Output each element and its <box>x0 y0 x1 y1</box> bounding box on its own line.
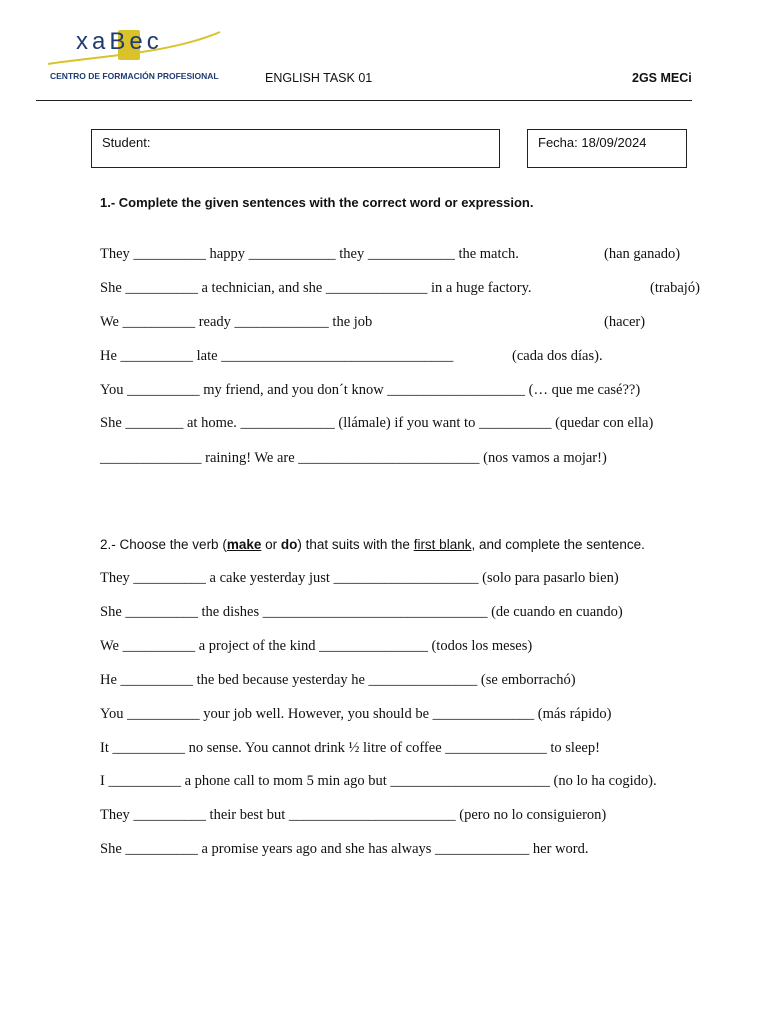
student-label: Student: <box>102 135 151 150</box>
logo-wordmark: xaBec <box>76 28 163 55</box>
s1-sentence-4: He __________ late ________________________________ <box>100 348 454 364</box>
s2-sentence-6: It __________ no sense. You cannot drink ½ litre of coffee ______________ to sleep! <box>100 740 600 756</box>
section2-title-prefix: 2.- Choose the verb ( <box>100 537 227 552</box>
s1-hint-2: (trabajó) <box>650 280 700 296</box>
s2-sentence-7: I __________ a phone call to mom 5 min ago but ______________________ (no lo ha cogido). <box>100 773 657 789</box>
header-divider <box>36 100 692 101</box>
s1-hint-3: (hacer) <box>604 314 646 330</box>
first-blank-label: first blank <box>413 537 472 552</box>
group-code: 2GS MECi <box>632 71 692 85</box>
s1-sentence-2: She __________ a technician, and she ______________ in a huge factory. <box>100 280 532 296</box>
verb-make: make <box>226 537 262 552</box>
s2-sentence-1: They __________ a cake yesterday just ____________________ (solo para pasarlo bien) <box>100 570 619 586</box>
s1-sentence-3: We __________ ready _____________ the job <box>100 314 373 330</box>
date-field <box>527 129 687 168</box>
s2-sentence-8: They __________ their best but _______________________ (pero no lo consiguieron) <box>100 807 607 823</box>
section2-title-or: or <box>261 537 281 552</box>
logo <box>38 28 222 86</box>
verb-do: do <box>280 537 298 552</box>
s2-sentence-4: He __________ the bed because yesterday he _______________ (se emborrachó) <box>100 672 576 688</box>
s1-sentence-5: You __________ my friend, and you don´t know ___________________ (… que me casé??) <box>100 382 641 398</box>
section2-title-mid: ) that suits with the <box>297 537 414 552</box>
s1-hint-1: (han ganado) <box>604 246 681 262</box>
section1-title: 1.- Complete the given sentences with the correct word or expression. <box>100 195 534 210</box>
section2-title-suffix: , and complete the sentence. <box>471 537 645 552</box>
date-label: Fecha: 18/09/2024 <box>538 135 647 150</box>
s1-hint-4: (cada dos días). <box>512 348 603 364</box>
s2-sentence-5: You __________ your job well. However, you should be ______________ (más rápido) <box>100 706 612 722</box>
student-field[interactable] <box>91 129 500 168</box>
s1-sentence-6: She ________ at home. _____________ (llámale) if you want to __________ (quedar con ella) <box>100 415 654 431</box>
s1-sentence-7: ______________ raining! We are _________________________ (nos vamos a mojar!) <box>100 450 607 466</box>
s2-sentence-3: We __________ a project of the kind _______________ (todos los meses) <box>100 638 533 654</box>
s1-sentence-1: They __________ happy ____________ they ____________ the match. <box>100 246 519 262</box>
s2-sentence-9: She __________ a promise years ago and she has always _____________ her word. <box>100 841 589 857</box>
section2-title <box>100 537 645 552</box>
task-title: ENGLISH TASK 01 <box>265 71 373 85</box>
s2-sentence-2: She __________ the dishes _______________________________ (de cuando en cuando) <box>100 604 623 620</box>
logo-subtitle: CENTRO DE FORMACIÓN PROFESIONAL <box>50 71 219 81</box>
